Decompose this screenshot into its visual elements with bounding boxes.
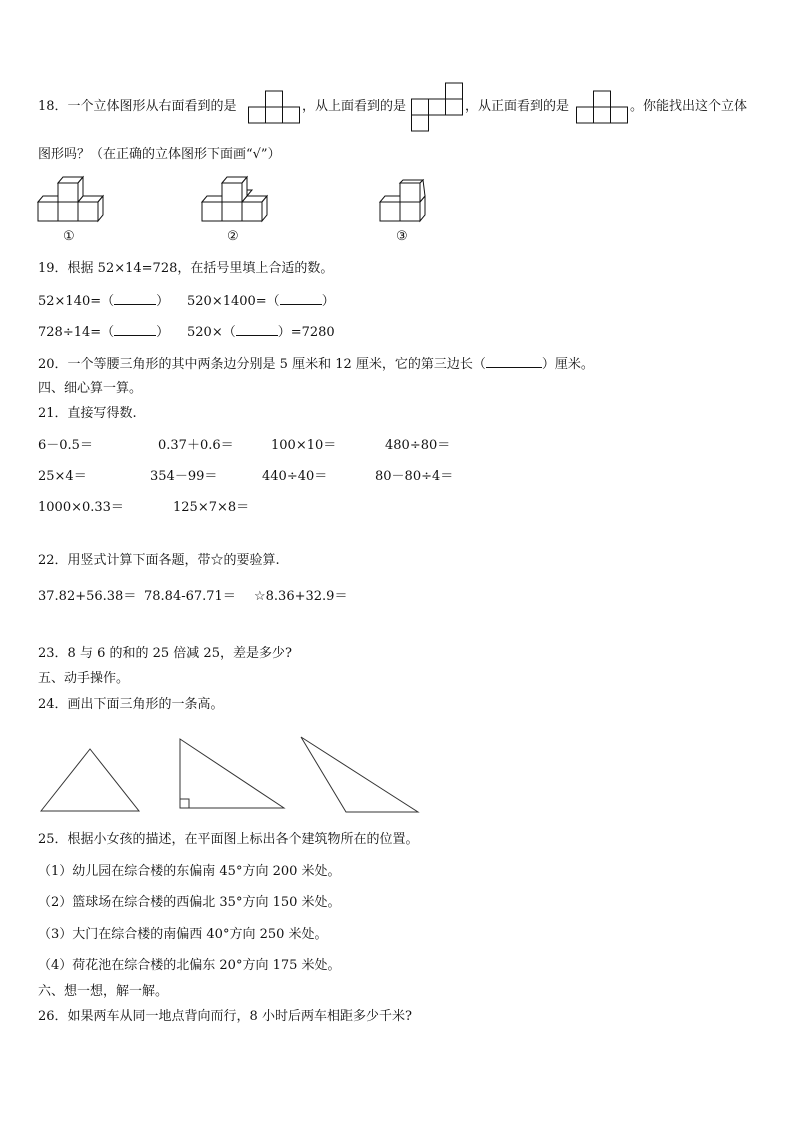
q19-row2a: 728÷14=（ ）	[38, 325, 170, 340]
answer-blank[interactable]	[114, 292, 156, 305]
q21-item: 25×4＝	[38, 469, 87, 484]
triangle-right	[178, 738, 286, 810]
q22-item: 78.84-67.71＝	[144, 589, 236, 604]
q22-title: 22．用竖式计算下面各题，带☆的要验算.	[38, 553, 280, 568]
q25-item: （4）荷花池在综合楼的北偏东 20°方向 175 米处。	[38, 958, 341, 973]
answer-blank[interactable]	[280, 292, 322, 305]
q18-seg4: 。你能找出这个立体	[630, 99, 748, 114]
front-view-shape	[576, 90, 628, 124]
q22-item: ☆8.36+32.9＝	[254, 589, 348, 604]
q25-item: （1）幼儿园在综合楼的东偏南 45°方向 200 米处。	[38, 864, 341, 879]
q18-seg1: 18．一个立体图形从右面看到的是	[38, 99, 237, 114]
q19-title: 19．根据 52×14=728，在括号里填上合适的数。	[38, 261, 334, 276]
solid-figure-2	[201, 175, 269, 223]
q21-title: 21．直接写得数.	[38, 406, 137, 421]
q18-line1	[38, 99, 237, 115]
q18-seg3: ，从正面看到的是	[465, 99, 570, 114]
q19-row2b: 520×（ ）=7280	[187, 325, 335, 340]
q18-seg2: ，从上面看到的是	[302, 99, 407, 114]
q21-item: 6－0.5＝	[38, 438, 93, 453]
q25-title: 25．根据小女孩的描述，在平面图上标出各个建筑物所在的位置。	[38, 832, 419, 847]
option-2-label: ②	[227, 229, 239, 244]
option-1-label: ①	[63, 229, 75, 244]
q20: 20．一个等腰三角形的其中两条边分别是 5 厘米和 12 厘米，它的第三边长（ ）厘米。	[38, 357, 594, 372]
solid-figure-1	[37, 175, 103, 223]
q26: 26．如果两车从同一地点背向而行，8 小时后两车相距多少千米?	[38, 1009, 412, 1024]
q18-line2: 图形吗？（在正确的立体图形下面画“√”）	[38, 147, 281, 162]
q25-item: （3）大门在综合楼的南偏西 40°方向 250 米处。	[38, 927, 328, 942]
q21-item: 100×10＝	[271, 438, 337, 453]
section-4-heading: 四、细心算一算。	[38, 381, 143, 396]
triangle-obtuse	[300, 736, 420, 814]
solid-figure-3	[379, 180, 427, 222]
q21-item: 80－80÷4＝	[375, 469, 454, 484]
section-6-heading: 六、想一想，解一解。	[38, 984, 169, 999]
q24: 24．画出下面三角形的一条高。	[38, 697, 224, 712]
q19-row1a: 52×140=（ ）	[38, 294, 170, 309]
answer-blank[interactable]	[486, 355, 542, 368]
q19-row1b: 520×1400=（ ）	[187, 294, 335, 309]
option-3-label: ③	[396, 229, 408, 244]
q21-item: 480÷80＝	[385, 438, 451, 453]
q25-item: （2）篮球场在综合楼的西偏北 35°方向 150 米处。	[38, 895, 341, 910]
section-5-heading: 五、动手操作。	[38, 671, 130, 686]
triangle-acute	[40, 747, 140, 813]
q23: 23．8 与 6 的和的 25 倍减 25，差是多少?	[38, 646, 292, 661]
q21-item: 125×7×8＝	[173, 500, 250, 515]
right-view-shape	[248, 90, 300, 124]
top-view-shape	[411, 82, 463, 132]
q21-item: 440÷40＝	[262, 469, 328, 484]
q21-item: 1000×0.33＝	[38, 500, 124, 515]
answer-blank[interactable]	[114, 323, 156, 336]
answer-blank[interactable]	[236, 323, 278, 336]
q21-item: 354－99＝	[150, 469, 218, 484]
q22-item: 37.82+56.38＝	[38, 589, 137, 604]
q21-item: 0.37＋0.6＝	[158, 438, 234, 453]
